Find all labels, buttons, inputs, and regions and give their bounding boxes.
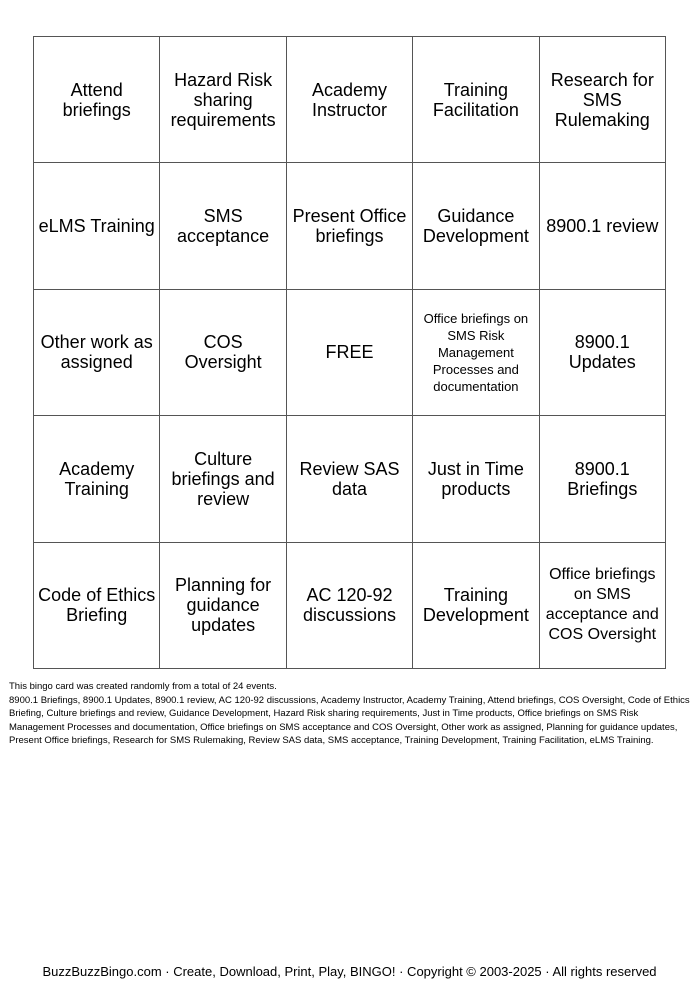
bingo-cell: 8900.1 Updates	[540, 290, 666, 416]
bingo-cell: eLMS Training	[34, 163, 160, 289]
bingo-cell: COS Oversight	[160, 290, 286, 416]
bingo-cell: Research for SMS Rulemaking	[540, 37, 666, 163]
bingo-cell: Attend briefings	[34, 37, 160, 163]
bingo-cell: Planning for guidance updates	[160, 543, 286, 669]
bingo-cell: Office briefings on SMS acceptance and COS Oversight	[540, 543, 666, 669]
bingo-cell: 8900.1 review	[540, 163, 666, 289]
bingo-cell: Culture briefings and review	[160, 416, 286, 542]
bingo-cell: Training Development	[413, 543, 539, 669]
bingo-card-grid	[33, 36, 666, 669]
bingo-cell: 8900.1 Briefings	[540, 416, 666, 542]
bingo-cell: Office briefings on SMS Risk Management Processes and documentation	[413, 290, 539, 416]
bingo-cell: AC 120-92 discussions	[287, 543, 413, 669]
events-list: 8900.1 Briefings, 8900.1 Updates, 8900.1 review, AC 120-92 discussions, Academy Instructor, Academy Training, Attend briefings, COS Oversight, Code of Ethics Briefing, Culture briefings and review, Guidance Development, Hazard Risk sharing requirements, Just in Time products, Office briefings on SMS Risk Management Processes and documentation, Office briefings on SMS acceptance and COS Oversight, Other work as assigned, Planning for guidance updates, Present Office briefings, Research for SMS Rulemaking, Review SAS data, SMS acceptance, Training Development, Training Facilitation, eLMS Training.	[9, 694, 690, 746]
footer: BuzzBuzzBingo.com · Create, Download, Print, Play, BINGO! · Copyright © 2003-2025 · All rights reserved	[42, 964, 657, 979]
bingo-cell: Academy Training	[34, 416, 160, 542]
card-summary: This bingo card was created randomly from a total of 24 events.	[9, 681, 277, 692]
bingo-cell: SMS acceptance	[160, 163, 286, 289]
bingo-cell: Guidance Development	[413, 163, 539, 289]
bingo-cell: Code of Ethics Briefing	[34, 543, 160, 669]
bingo-cell: Review SAS data	[287, 416, 413, 542]
bingo-cell: Present Office briefings	[287, 163, 413, 289]
bingo-cell: Hazard Risk sharing requirements	[160, 37, 286, 163]
bingo-cell: Academy Instructor	[287, 37, 413, 163]
bingo-cell: Just in Time products	[413, 416, 539, 542]
bingo-cell: Training Facilitation	[413, 37, 539, 163]
bingo-cell: Other work as assigned	[34, 290, 160, 416]
card-info	[9, 680, 694, 748]
bingo-cell-free: FREE	[287, 290, 413, 416]
